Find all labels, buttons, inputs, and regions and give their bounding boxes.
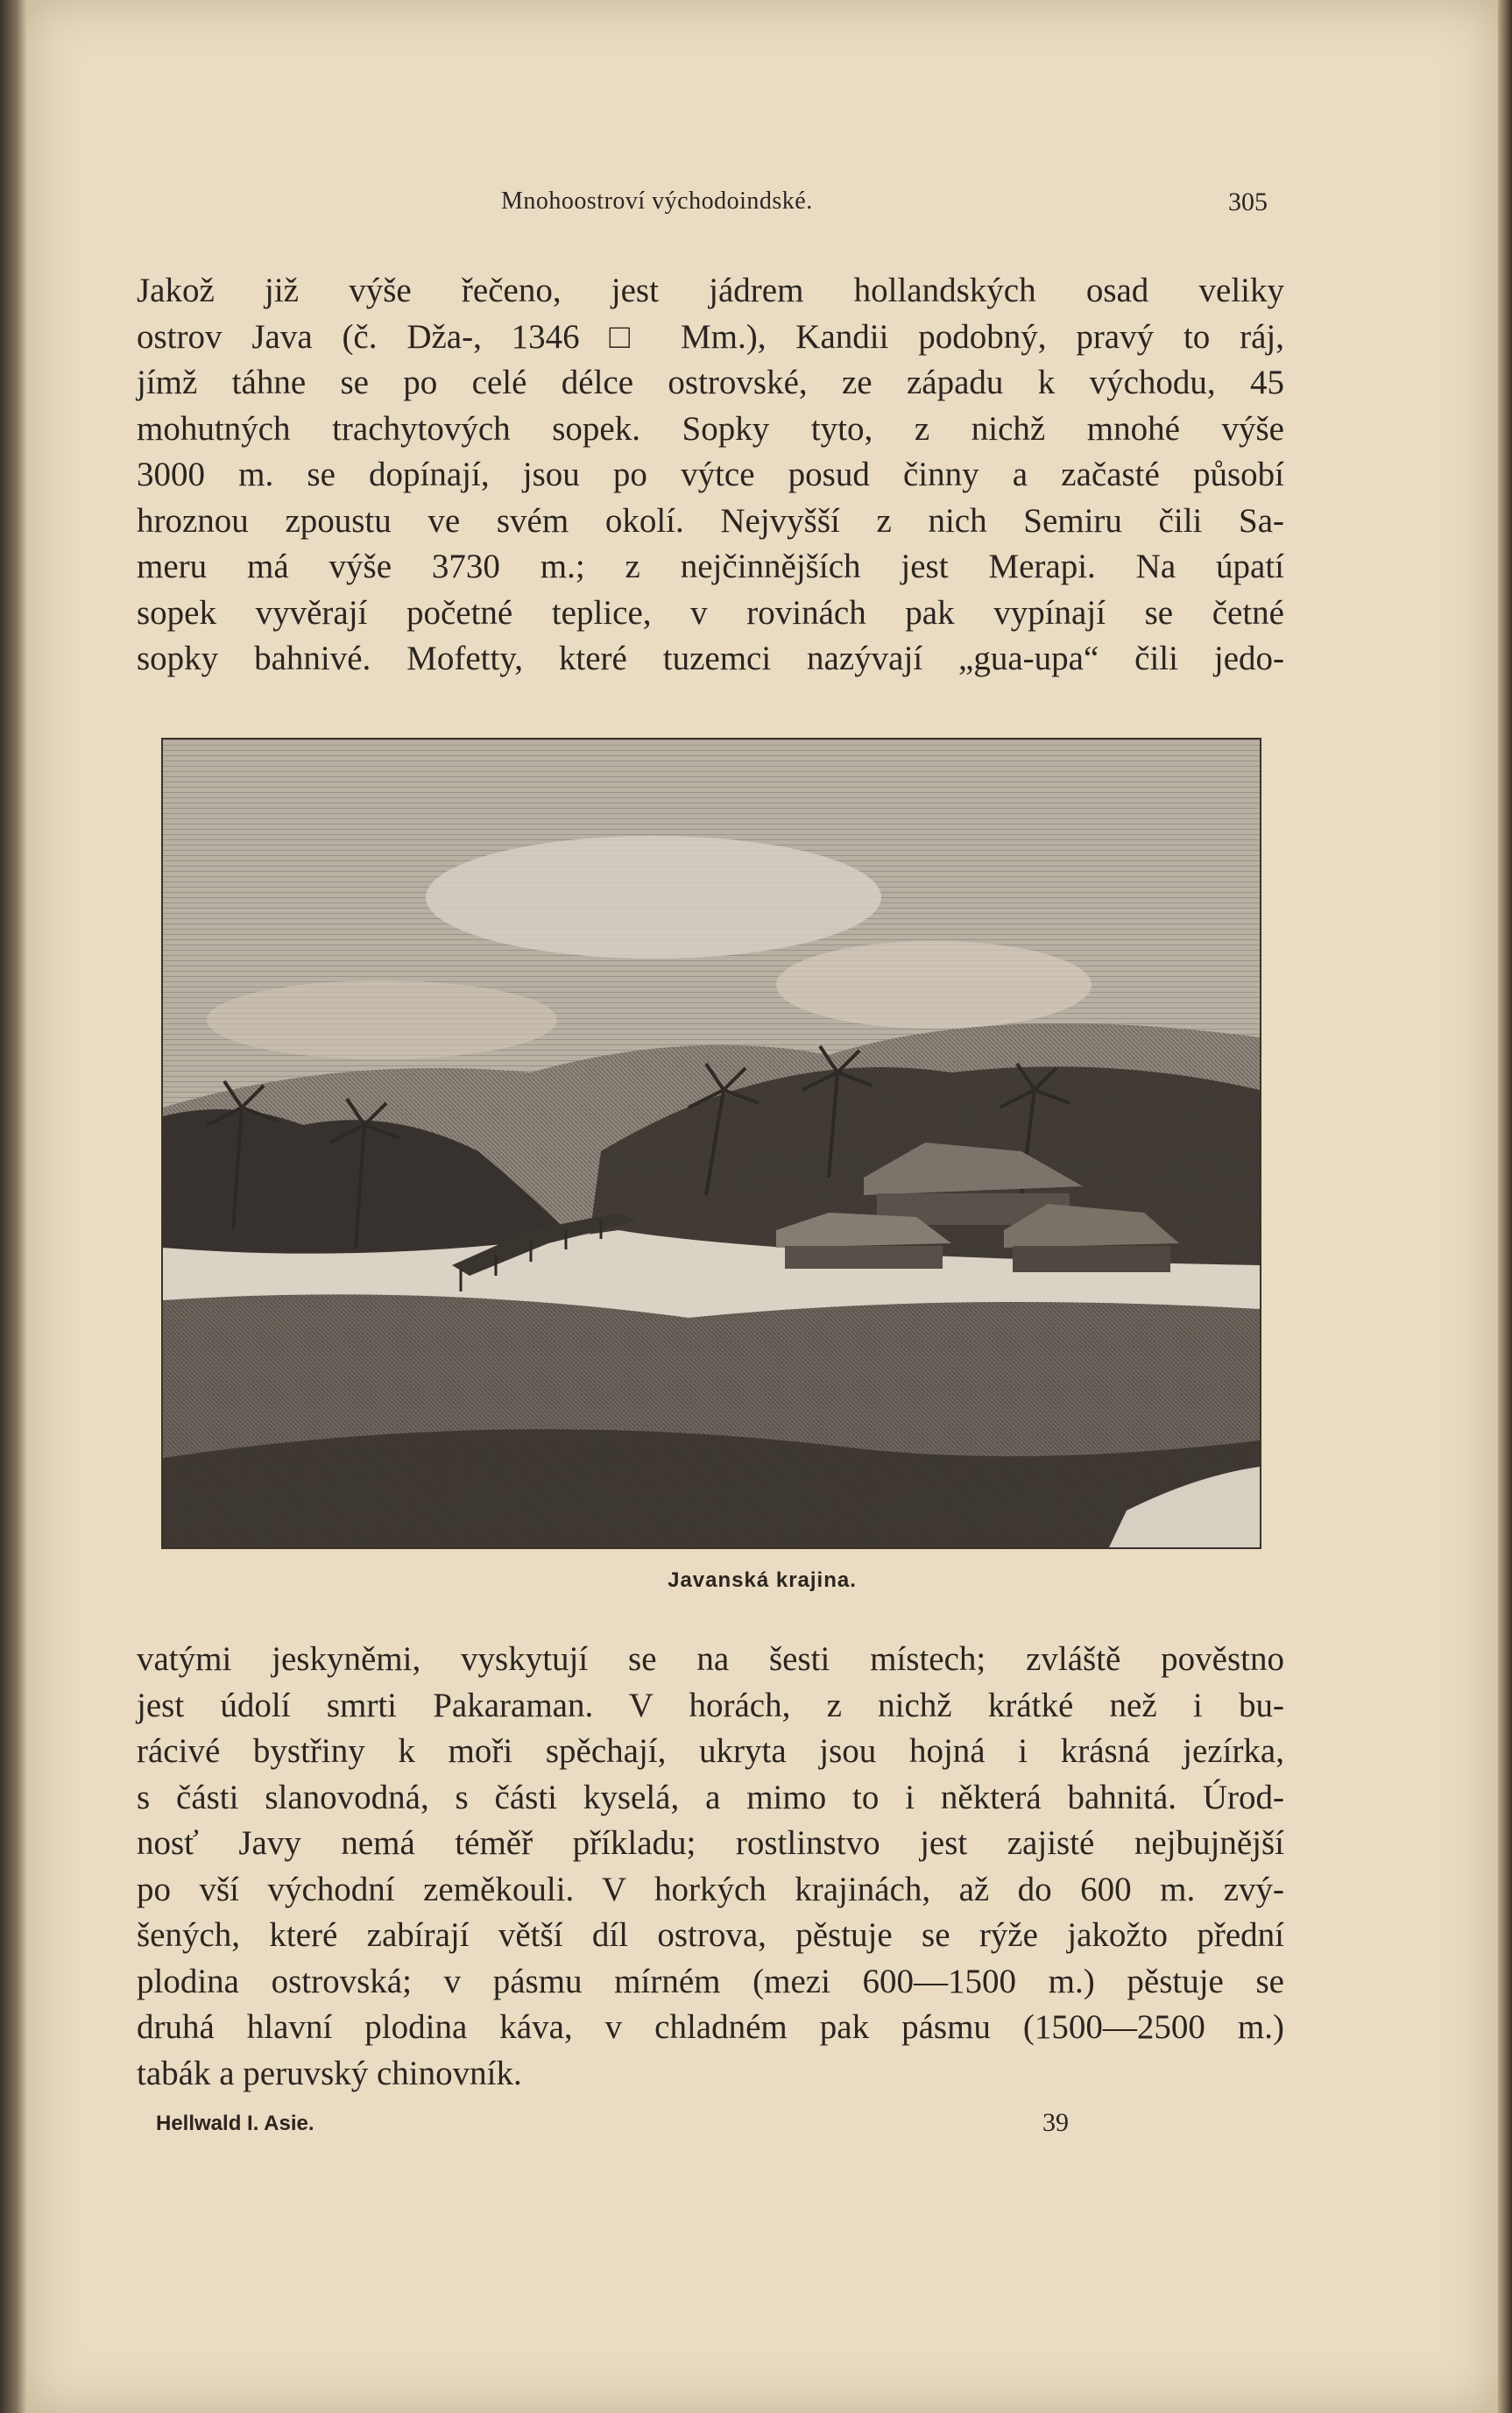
text-line: po vší východní zeměkouli. V horkých krajinách, až do 600 m. zvý-	[137, 1870, 1284, 1908]
text-line: sopky bahnivé. Mofetty, které tuzemci nazývají „gua-upa“ čili jedo-	[137, 640, 1284, 677]
page-right-edge	[1498, 0, 1512, 2413]
text-line: sopek vyvěrají početné teplice, v rovinách pak vypínají se četné	[137, 593, 1284, 632]
text-line: hroznou zpoustu ve svém okolí. Nejvyšší z nich Semiru čili Sa-	[137, 501, 1284, 540]
text-line: vatými jeskyněmi, vyskytují se na šesti místech; zvláště pověstno	[137, 1640, 1284, 1678]
text-line: nosť Javy nemá téměř příkladu; rostlinstvo jest zajisté nejbujnější	[137, 1824, 1284, 1862]
cloud	[776, 941, 1092, 1029]
sheet-number: 39	[1042, 2108, 1069, 2137]
text-line: mohutných trachytových sopek. Sopky tyto, z nichž mnohé výše	[137, 409, 1284, 448]
landscape-engraving	[163, 739, 1260, 1547]
text-line: s části slanovodná, s části kyselá, a mimo to i některá bahnitá. Úrod-	[137, 1778, 1284, 1816]
text-line: plodina ostrovská; v pásmu mírném (mezi 600—1500 m.) pěstuje se	[137, 1962, 1284, 2000]
page-footer	[26, 2108, 1498, 2147]
text-line: meru má výše 3730 m.; z nejčinnějších jest Merapi. Na úpatí	[137, 548, 1284, 585]
cloud	[207, 980, 557, 1059]
text-line: 3000 m. se dopínají, jsou po výtce posud činny a začasté působí	[137, 456, 1284, 493]
footer-signature: Hellwald I. Asie.	[156, 2112, 314, 2135]
paragraph-2	[137, 1637, 1284, 2097]
page-number: 305	[1228, 188, 1268, 216]
text-line: tabák a peruvský chinovník.	[137, 2054, 522, 2092]
text-line: šených, které zabírají větší díl ostrova, pěstuje se rýže jakožto přední	[137, 1916, 1284, 1954]
running-head	[26, 188, 1498, 223]
running-title: Mnohoostroví východoindské.	[501, 188, 813, 215]
figure-caption: Javanská krajina.	[668, 1568, 857, 1592]
book-spine-shadow	[0, 0, 26, 2413]
text-line: rácivé bystřiny k moři spěchají, ukryta jsou hojná i krásná jezírka,	[137, 1732, 1284, 1770]
cloud	[426, 836, 881, 959]
text-line: druhá hlavní plodina káva, v chladném pak pásmu (1500—2500 m.)	[137, 2008, 1284, 2046]
book-page	[26, 0, 1498, 2413]
text-line: jest údolí smrti Pakaraman. V horách, z nichž krátké než i bu-	[137, 1686, 1284, 1724]
paragraph-1	[137, 268, 1284, 683]
text-line: ostrov Java (č. Dža-, 1346 □ Mm.), Kandii podobný, pravý to ráj,	[137, 317, 1284, 356]
text-line: jímž táhne se po celé délce ostrovské, ze západu k východu, 45	[137, 364, 1284, 401]
engraving-illustration	[161, 738, 1261, 1549]
text-line: Jakož již výše řečeno, jest jádrem hollandských osad veliky	[137, 272, 1284, 309]
